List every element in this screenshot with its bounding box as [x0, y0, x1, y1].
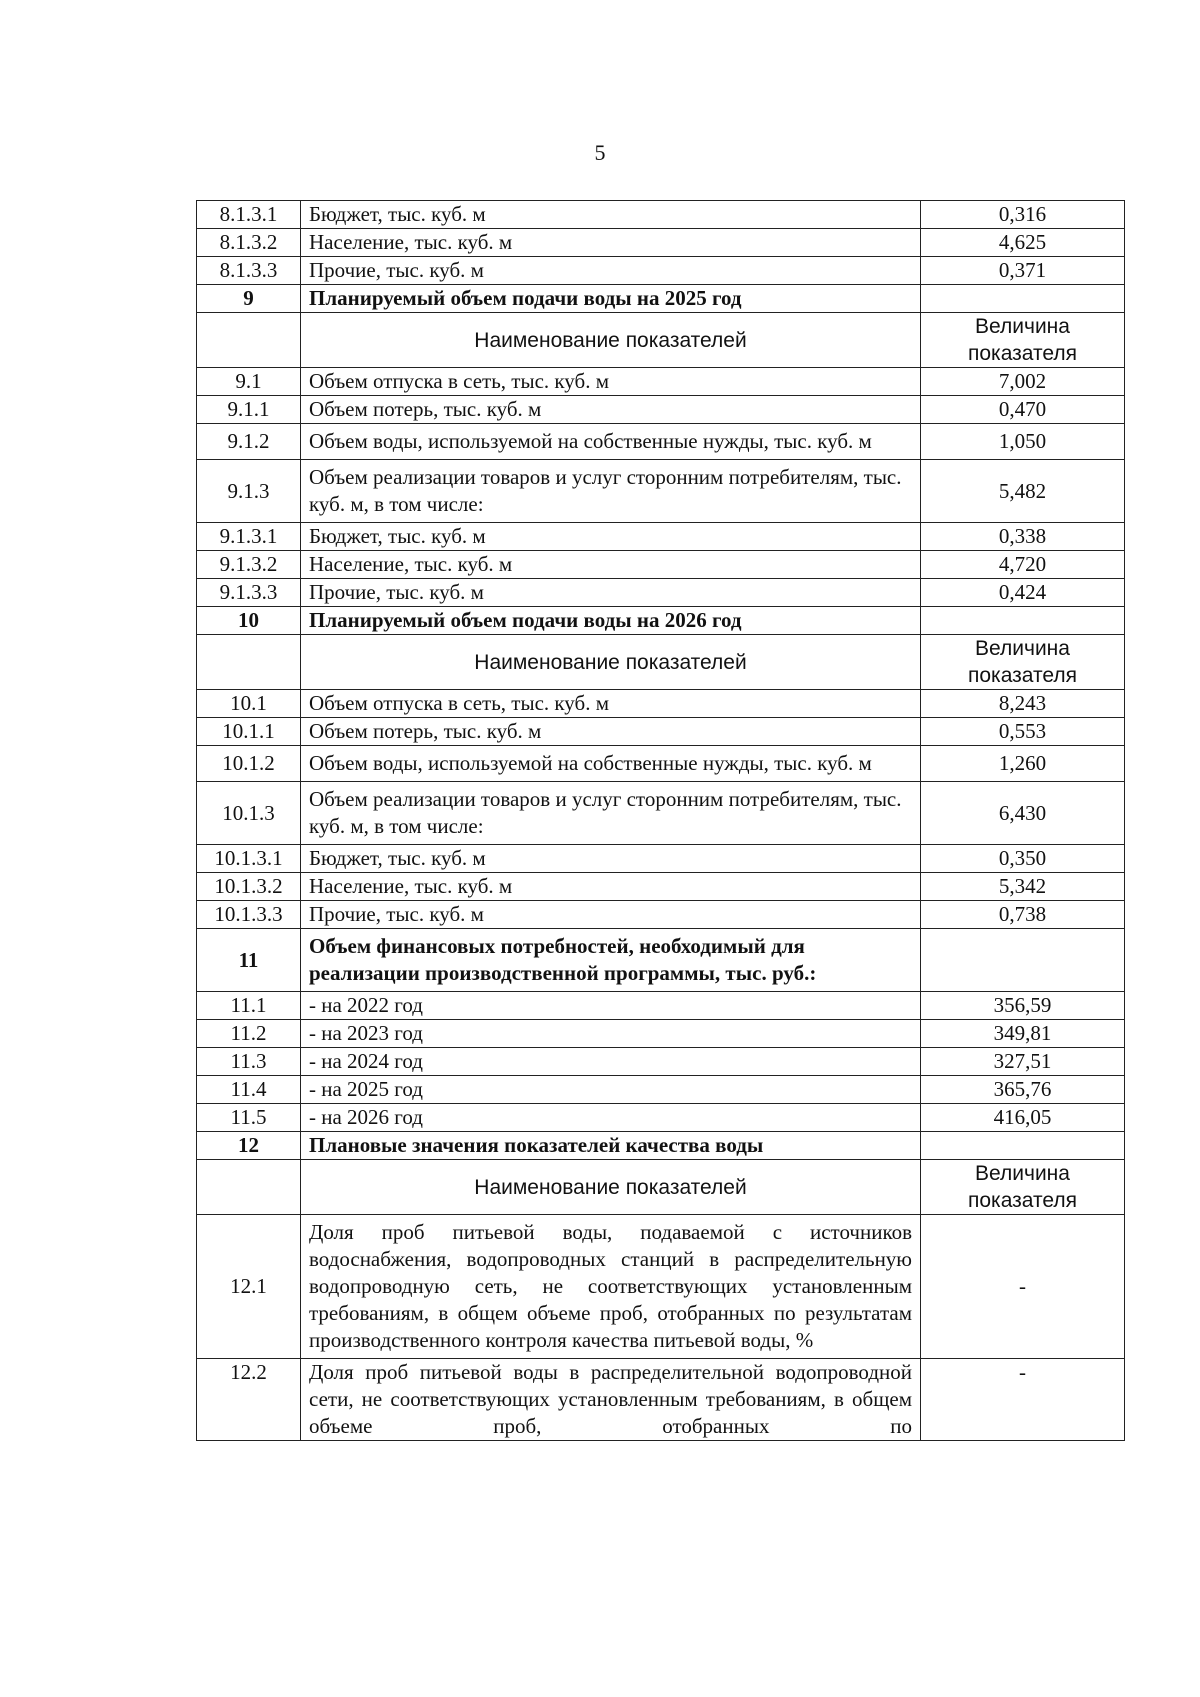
row-number: 8.1.3.2	[197, 229, 301, 257]
row-name: Объем реализации товаров и услуг сторонним потребителям, тыс. куб. м, в том числе:	[301, 460, 921, 523]
row-value: 0,316	[921, 201, 1125, 229]
row-name: Прочие, тыс. куб. м	[301, 579, 921, 607]
row-name: Объем отпуска в сеть, тыс. куб. м	[301, 368, 921, 396]
row-value: 0,470	[921, 396, 1125, 424]
header-name: Наименование показателей	[301, 1160, 921, 1215]
section-row-11	[197, 929, 1125, 992]
row-number: 9.1.1	[197, 396, 301, 424]
row-name: Объем отпуска в сеть, тыс. куб. м	[301, 690, 921, 718]
section-row-9	[197, 285, 1125, 313]
header-num-cell	[197, 313, 301, 368]
section-row-12	[197, 1132, 1125, 1160]
row-value: 356,59	[921, 992, 1125, 1020]
row-value: 0,738	[921, 901, 1125, 929]
table-row	[197, 873, 1125, 901]
section-number: 12	[197, 1132, 301, 1160]
table-row	[197, 746, 1125, 782]
section-title: Объем финансовых потребностей, необходимый для реализации производственной программы, тыс. руб.:	[301, 929, 921, 992]
table-row	[197, 1020, 1125, 1048]
table-row	[197, 460, 1125, 523]
table-row	[197, 845, 1125, 873]
row-value: 416,05	[921, 1104, 1125, 1132]
page-number: 5	[594, 140, 606, 165]
section-title: Планируемый объем подачи воды на 2025 год	[301, 285, 921, 313]
row-name: - на 2022 год	[301, 992, 921, 1020]
row-name: - на 2025 год	[301, 1076, 921, 1104]
section-value	[921, 929, 1125, 992]
row-value: 0,424	[921, 579, 1125, 607]
row-number: 12.1	[197, 1215, 301, 1359]
row-name: - на 2024 год	[301, 1048, 921, 1076]
header-num-cell	[197, 635, 301, 690]
table-row	[197, 1215, 1125, 1359]
row-value: 4,625	[921, 229, 1125, 257]
column-header-row	[197, 313, 1125, 368]
section-number: 9	[197, 285, 301, 313]
row-name: Бюджет, тыс. куб. м	[301, 201, 921, 229]
section-value	[921, 607, 1125, 635]
table-row	[197, 396, 1125, 424]
table-row	[197, 901, 1125, 929]
row-value: 0,371	[921, 257, 1125, 285]
row-value: 1,050	[921, 424, 1125, 460]
row-number: 9.1.3.3	[197, 579, 301, 607]
table-row	[197, 579, 1125, 607]
row-number: 12.2	[197, 1359, 301, 1441]
row-number: 9.1.3.2	[197, 551, 301, 579]
row-number: 10.1.1	[197, 718, 301, 746]
row-number: 11.3	[197, 1048, 301, 1076]
table-row	[197, 1076, 1125, 1104]
table-row	[197, 1104, 1125, 1132]
section-number: 10	[197, 607, 301, 635]
row-value: 349,81	[921, 1020, 1125, 1048]
row-number: 11.5	[197, 1104, 301, 1132]
row-name: Прочие, тыс. куб. м	[301, 257, 921, 285]
row-value: 5,342	[921, 873, 1125, 901]
section-value	[921, 285, 1125, 313]
section-title: Плановые значения показателей качества воды	[301, 1132, 921, 1160]
row-value: -	[921, 1215, 1125, 1359]
table-row	[197, 424, 1125, 460]
row-number: 11.4	[197, 1076, 301, 1104]
indicators-table	[196, 200, 1125, 1441]
table-row	[197, 1359, 1125, 1441]
table-row	[197, 718, 1125, 746]
table-row	[197, 201, 1125, 229]
row-name: Объем реализации товаров и услуг сторонним потребителям, тыс. куб. м, в том числе:	[301, 782, 921, 845]
row-name: Население, тыс. куб. м	[301, 551, 921, 579]
row-number: 10.1.3.2	[197, 873, 301, 901]
row-value: 5,482	[921, 460, 1125, 523]
table-row	[197, 551, 1125, 579]
header-value: Величина показателя	[921, 635, 1125, 690]
row-name: - на 2023 год	[301, 1020, 921, 1048]
row-name: Бюджет, тыс. куб. м	[301, 523, 921, 551]
row-name: - на 2026 год	[301, 1104, 921, 1132]
row-number: 10.1.3	[197, 782, 301, 845]
row-number: 9.1.2	[197, 424, 301, 460]
row-number: 11.2	[197, 1020, 301, 1048]
row-number: 9.1.3	[197, 460, 301, 523]
row-value: 6,430	[921, 782, 1125, 845]
header-value: Величина показателя	[921, 1160, 1125, 1215]
header-name: Наименование показателей	[301, 313, 921, 368]
row-number: 8.1.3.1	[197, 201, 301, 229]
row-name: Объем потерь, тыс. куб. м	[301, 718, 921, 746]
row-number: 11.1	[197, 992, 301, 1020]
row-name: Объем воды, используемой на собственные нужды, тыс. куб. м	[301, 424, 921, 460]
table-row	[197, 782, 1125, 845]
row-name: Доля проб питьевой воды в распределительной водопроводной сети, не соответствующих установленным требованиям, в общем объеме проб, отобранных по	[301, 1359, 921, 1441]
row-value: 7,002	[921, 368, 1125, 396]
row-value: 8,243	[921, 690, 1125, 718]
column-header-row	[197, 1160, 1125, 1215]
table-row	[197, 523, 1125, 551]
row-name: Объем потерь, тыс. куб. м	[301, 396, 921, 424]
row-value: 0,553	[921, 718, 1125, 746]
section-number: 11	[197, 929, 301, 992]
row-value: 365,76	[921, 1076, 1125, 1104]
row-name: Население, тыс. куб. м	[301, 229, 921, 257]
row-name: Население, тыс. куб. м	[301, 873, 921, 901]
row-number: 9.1	[197, 368, 301, 396]
row-name: Объем воды, используемой на собственные нужды, тыс. куб. м	[301, 746, 921, 782]
table-row	[197, 992, 1125, 1020]
row-number: 10.1.2	[197, 746, 301, 782]
table-row	[197, 368, 1125, 396]
section-value	[921, 1132, 1125, 1160]
row-number: 10.1	[197, 690, 301, 718]
row-name: Прочие, тыс. куб. м	[301, 901, 921, 929]
row-number: 9.1.3.1	[197, 523, 301, 551]
row-value: 4,720	[921, 551, 1125, 579]
header-num-cell	[197, 1160, 301, 1215]
row-value: -	[921, 1359, 1125, 1441]
row-value: 0,338	[921, 523, 1125, 551]
row-name: Доля проб питьевой воды, подаваемой с источников водоснабжения, водопроводных станций в распределительную водопроводную сеть, не соответствующих установленным требованиям, в общем объеме проб, отобранных по результатам производственного контроля качества питьевой воды, %	[301, 1215, 921, 1359]
header-value: Величина показателя	[921, 313, 1125, 368]
row-number: 10.1.3.3	[197, 901, 301, 929]
table-row	[197, 690, 1125, 718]
table-row	[197, 257, 1125, 285]
header-name: Наименование показателей	[301, 635, 921, 690]
row-name: Бюджет, тыс. куб. м	[301, 845, 921, 873]
row-number: 8.1.3.3	[197, 257, 301, 285]
section-title: Планируемый объем подачи воды на 2026 год	[301, 607, 921, 635]
row-value: 327,51	[921, 1048, 1125, 1076]
column-header-row	[197, 635, 1125, 690]
table-row	[197, 229, 1125, 257]
section-row-10	[197, 607, 1125, 635]
row-number: 10.1.3.1	[197, 845, 301, 873]
row-value: 1,260	[921, 746, 1125, 782]
row-value: 0,350	[921, 845, 1125, 873]
table-row	[197, 1048, 1125, 1076]
